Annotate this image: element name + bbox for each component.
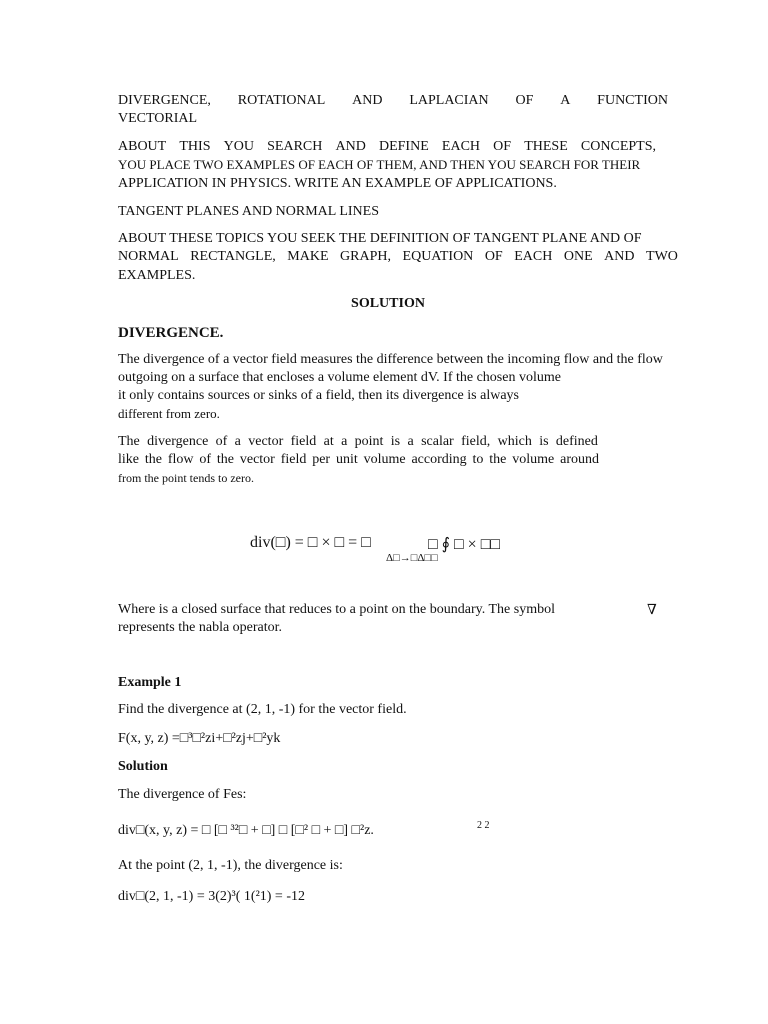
para2-line1-word: a bbox=[407, 434, 414, 449]
para2-line1 bbox=[118, 433, 598, 451]
para2-line1-word: is bbox=[539, 434, 549, 449]
example1-field: F(x, y, z) =□³□²zi+□²zj+□²yk bbox=[118, 731, 281, 746]
title-word: A bbox=[560, 93, 571, 108]
divergence-heading: DIVERGENCE. bbox=[118, 325, 224, 341]
prompt2-word: NORMAL bbox=[118, 249, 179, 264]
title-word: DIVERGENCE, bbox=[118, 93, 211, 108]
para2-line2-word: to bbox=[472, 452, 484, 467]
formula-limit: Δ□→□Δ□□ bbox=[386, 552, 438, 564]
prompt1-line3: APPLICATION IN PHYSICS. WRITE AN EXAMPLE OF APPLICATIONS. bbox=[118, 176, 557, 191]
para2-line1-word: field, bbox=[461, 434, 491, 449]
para2-line1-word: which bbox=[497, 434, 532, 449]
prompt2-word: MAKE bbox=[287, 249, 329, 264]
prompt2-line1: ABOUT THESE TOPICS YOU SEEK THE DEFINITION OF TANGENT PLANE AND OF bbox=[118, 231, 642, 246]
para2-line2-word: like bbox=[118, 452, 139, 467]
prompt2-word: EQUATION bbox=[402, 249, 474, 264]
para2-line2-word: the bbox=[489, 452, 507, 467]
example1-statement: Find the divergence at (2, 1, -1) for the vector field. bbox=[118, 702, 407, 717]
para2-line1-word: defined bbox=[555, 434, 598, 449]
prompt1-line1 bbox=[118, 138, 656, 156]
prompt2-word: OF bbox=[484, 249, 503, 264]
para3-line2: represents the nabla operator. bbox=[118, 620, 283, 635]
para2-line2-word: field bbox=[280, 452, 307, 467]
nabla-symbol: ∇ bbox=[647, 603, 657, 618]
para2-line3: from the point tends to zero. bbox=[118, 471, 254, 485]
prompt2-word: GRAPH, bbox=[340, 249, 392, 264]
para1-line3: it only contains sources or sinks of a field, then its divergence is always bbox=[118, 388, 519, 403]
para2-line2-word: flow bbox=[167, 452, 194, 467]
para2-line1-word: divergence bbox=[147, 434, 209, 449]
prompt1-word: THIS bbox=[179, 139, 211, 154]
para2-line2-word: per bbox=[312, 452, 331, 467]
prompt1-word: ABOUT bbox=[118, 139, 167, 154]
para1-line1: The divergence of a vector field measures the difference between the incoming flow and the flow bbox=[118, 352, 663, 367]
prompt2-line3: EXAMPLES. bbox=[118, 268, 196, 283]
para2-line2-word: volume bbox=[363, 452, 406, 467]
prompt1-word: SEARCH bbox=[267, 139, 323, 154]
example1-heading: Example 1 bbox=[118, 675, 182, 690]
divergence-formula bbox=[250, 532, 550, 568]
para2-line2-word: around bbox=[560, 452, 599, 467]
example1-div-tail: 2 2 bbox=[477, 820, 490, 831]
topic2-heading: TANGENT PLANES AND NORMAL LINES bbox=[118, 204, 379, 219]
prompt1-line2: YOU PLACE TWO EXAMPLES OF EACH OF THEM, AND THEN YOU SEARCH FOR THEIR bbox=[118, 157, 641, 172]
example1-at-point: At the point (2, 1, -1), the divergence is: bbox=[118, 858, 343, 873]
title-word: FUNCTION bbox=[597, 93, 668, 108]
prompt2-word: TWO bbox=[646, 249, 678, 264]
para2-line2-word: the bbox=[144, 452, 162, 467]
title-word: LAPLACIAN bbox=[409, 93, 489, 108]
prompt2-word: AND bbox=[604, 249, 635, 264]
para2-line1-word: field bbox=[290, 434, 317, 449]
para2-line2-word: unit bbox=[335, 452, 358, 467]
prompt1-word: DEFINE bbox=[378, 139, 429, 154]
para2-line1-word: at bbox=[323, 434, 334, 449]
para2-line2-word: of bbox=[199, 452, 212, 467]
title-word: ROTATIONAL bbox=[237, 93, 326, 108]
para1-line2: outgoing on a surface that encloses a volume element dV. If the chosen volume bbox=[118, 370, 561, 385]
title-word: AND bbox=[352, 93, 383, 108]
para2-line2 bbox=[118, 451, 599, 469]
example1-result: div□(2, 1, -1) = 3(2)³( 1(²1) = -12 bbox=[118, 889, 305, 904]
para2-line2-word: according bbox=[411, 452, 467, 467]
title-word: OF bbox=[515, 93, 534, 108]
para2-line1-word: is bbox=[390, 434, 401, 449]
prompt1-word: EACH bbox=[441, 139, 481, 154]
example1-div-expression: div□(x, y, z) = □ [□ ³²□ + □] □ [□² □ + □] □²z. bbox=[118, 823, 374, 838]
prompt1-word: CONCEPTS, bbox=[580, 139, 656, 154]
prompt2-word: ONE bbox=[563, 249, 593, 264]
prompt1-word: THESE bbox=[524, 139, 568, 154]
example1-div-intro: The divergence of Fes: bbox=[118, 787, 247, 802]
solution-heading: SOLUTION bbox=[351, 296, 425, 311]
prompt1-word: OF bbox=[493, 139, 512, 154]
para2-line2-word: vector bbox=[239, 452, 275, 467]
prompt1-word: AND bbox=[335, 139, 366, 154]
para2-line1-word: The bbox=[118, 434, 140, 449]
prompt2-word: EACH bbox=[514, 249, 553, 264]
para3-line1: Where is a closed surface that reduces to a point on the boundary. The symbol bbox=[118, 602, 555, 617]
para2-line1-word: of bbox=[215, 434, 228, 449]
para2-line2-word: the bbox=[216, 452, 234, 467]
formula-integral: □ ∮ □ × □□ bbox=[428, 536, 501, 553]
prompt2-line2 bbox=[118, 248, 678, 266]
prompt2-word: RECTANGLE, bbox=[190, 249, 276, 264]
para2-line2-word: volume bbox=[512, 452, 555, 467]
prompt1-word: YOU bbox=[223, 139, 254, 154]
para2-line1-word: scalar bbox=[421, 434, 454, 449]
para2-line1-word: a bbox=[341, 434, 348, 449]
formula-main: div(□) = □ × □ = □ bbox=[250, 534, 371, 551]
document-title-line1 bbox=[118, 92, 668, 110]
document-title-line2: VECTORIAL bbox=[118, 111, 198, 126]
para1-line4: different from zero. bbox=[118, 406, 220, 421]
para2-line1-word: point bbox=[354, 434, 384, 449]
example1-solution-heading: Solution bbox=[118, 759, 168, 774]
para2-line1-word: a bbox=[234, 434, 241, 449]
para2-line1-word: vector bbox=[248, 434, 284, 449]
